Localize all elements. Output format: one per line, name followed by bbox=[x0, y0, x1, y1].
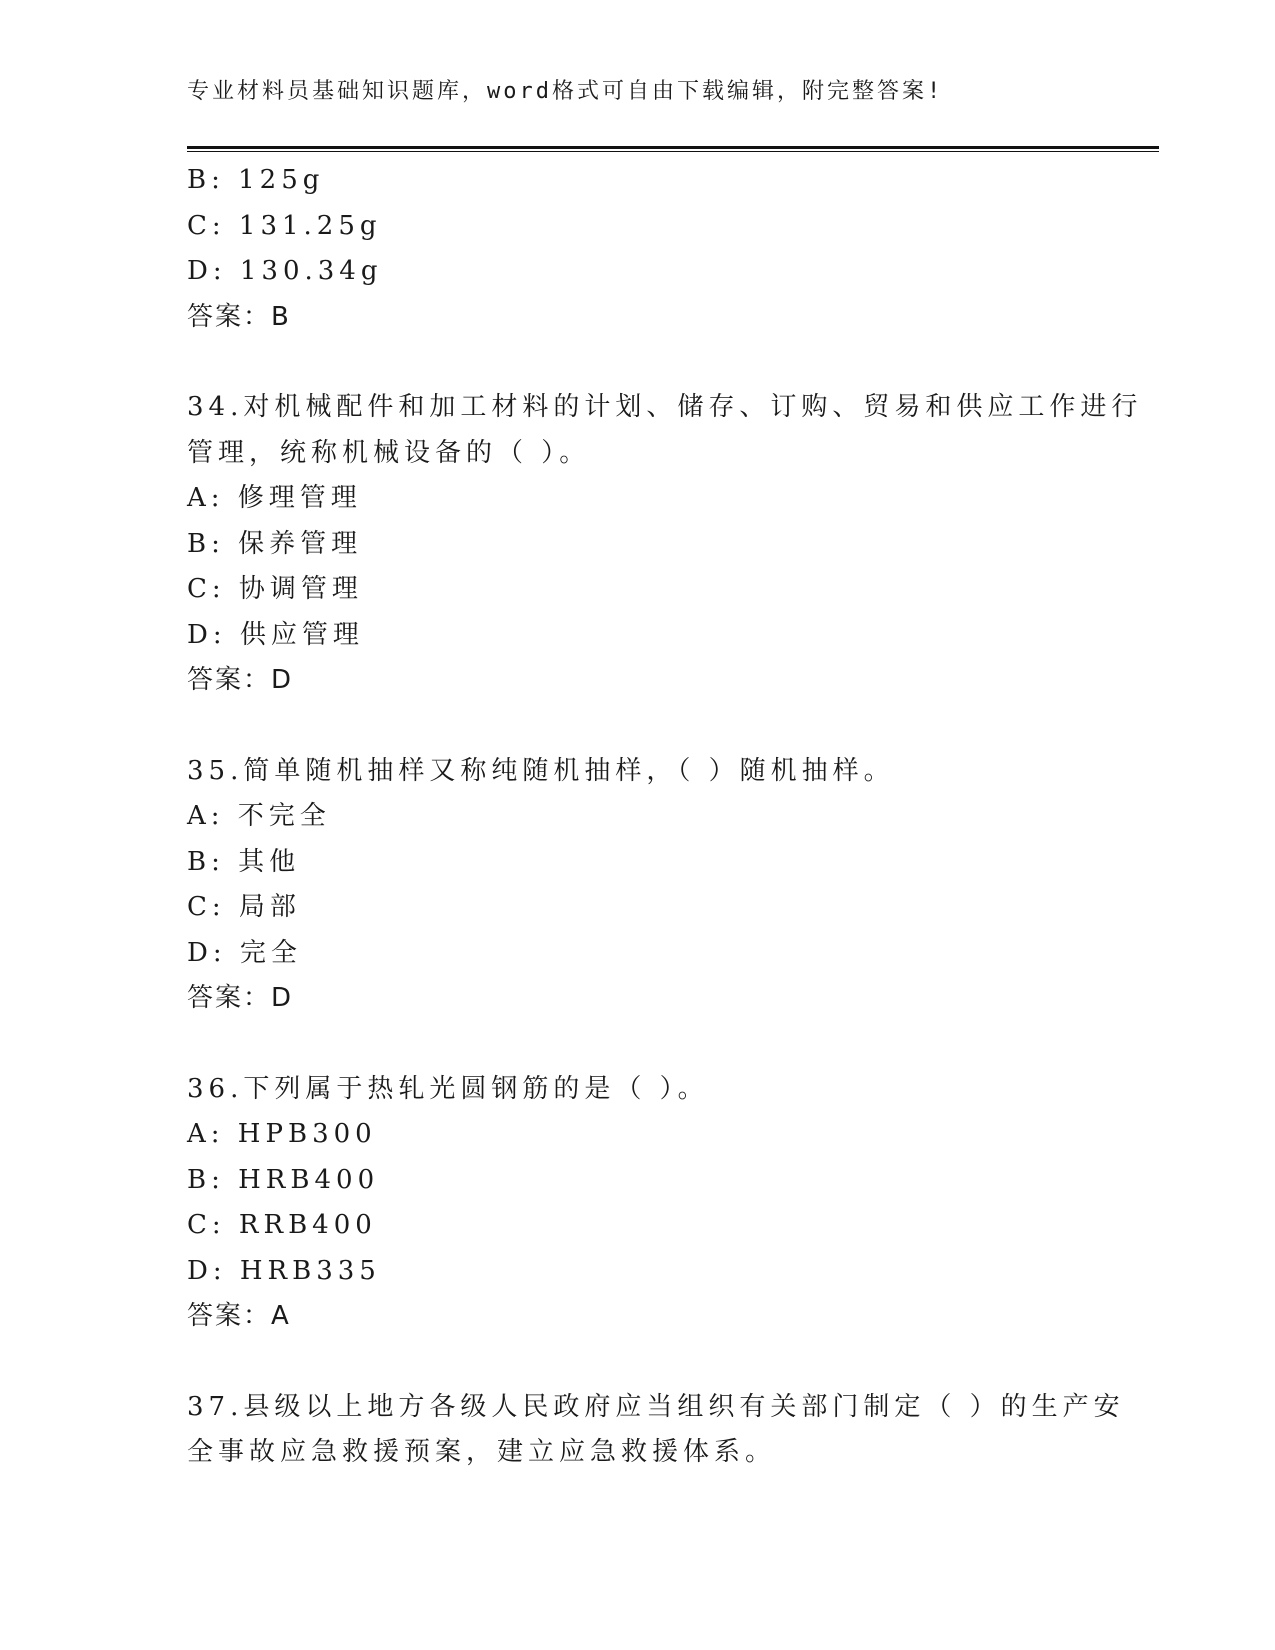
question-stem-line: 34.对机械配件和加工材料的计划、储存、订购、贸易和供应工作进行 bbox=[187, 392, 1143, 422]
option-d: D: 供应管理 bbox=[187, 619, 364, 650]
answer-line: 答案：D bbox=[187, 665, 294, 695]
question-stem-line: 36.下列属于热轧光圆钢筋的是（ ）。 bbox=[187, 1073, 709, 1104]
document-page bbox=[187, 0, 1147, 1650]
question-stem-line: 35.简单随机抽样又称纯随机抽样，（ ）随机抽样。 bbox=[187, 755, 895, 786]
option-b: B: 保养管理 bbox=[187, 528, 363, 559]
page-header-title: 专业材料员基础知识题库，word格式可自由下载编辑，附完整答案! bbox=[187, 79, 944, 104]
answer-line: 答案：D bbox=[187, 983, 294, 1013]
option-c: C: 131.25g bbox=[187, 210, 382, 241]
option-d: D: 完全 bbox=[187, 937, 302, 968]
option-a: A: 修理管理 bbox=[187, 483, 362, 513]
option-b: B: 其他 bbox=[187, 846, 301, 877]
option-a: A: HPB300 bbox=[187, 1119, 377, 1149]
option-d: D: 130.34g bbox=[187, 256, 383, 286]
option-c: C: 协调管理 bbox=[187, 574, 363, 604]
question-stem-line: 全事故应急救援预案，建立应急救援体系。 bbox=[187, 1437, 777, 1467]
question-stem-line: 37.县级以上地方各级人民政府应当组织有关部门制定（ ）的生产安 bbox=[187, 1391, 1125, 1422]
option-b: B: HRB400 bbox=[187, 1164, 380, 1195]
question-34 bbox=[187, 385, 1143, 704]
option-c: C: 局部 bbox=[187, 892, 301, 922]
option-d: D: HRB335 bbox=[187, 1255, 381, 1286]
option-a: A: 不完全 bbox=[187, 801, 331, 831]
header-divider-thin bbox=[187, 151, 1159, 152]
header-divider-thick bbox=[187, 146, 1159, 149]
prev-question-tail bbox=[187, 158, 1087, 340]
question-36 bbox=[187, 1067, 1087, 1340]
question-37 bbox=[187, 1385, 1125, 1476]
question-list bbox=[187, 158, 1143, 1476]
option-b: B: 125g bbox=[187, 165, 325, 195]
question-stem-line: 管理，统称机械设备的（ ）。 bbox=[187, 437, 591, 468]
option-c: C: RRB400 bbox=[187, 1210, 377, 1240]
answer-line: 答案：B bbox=[187, 301, 291, 332]
question-35 bbox=[187, 749, 1087, 1022]
answer-line: 答案：A bbox=[187, 1301, 291, 1331]
